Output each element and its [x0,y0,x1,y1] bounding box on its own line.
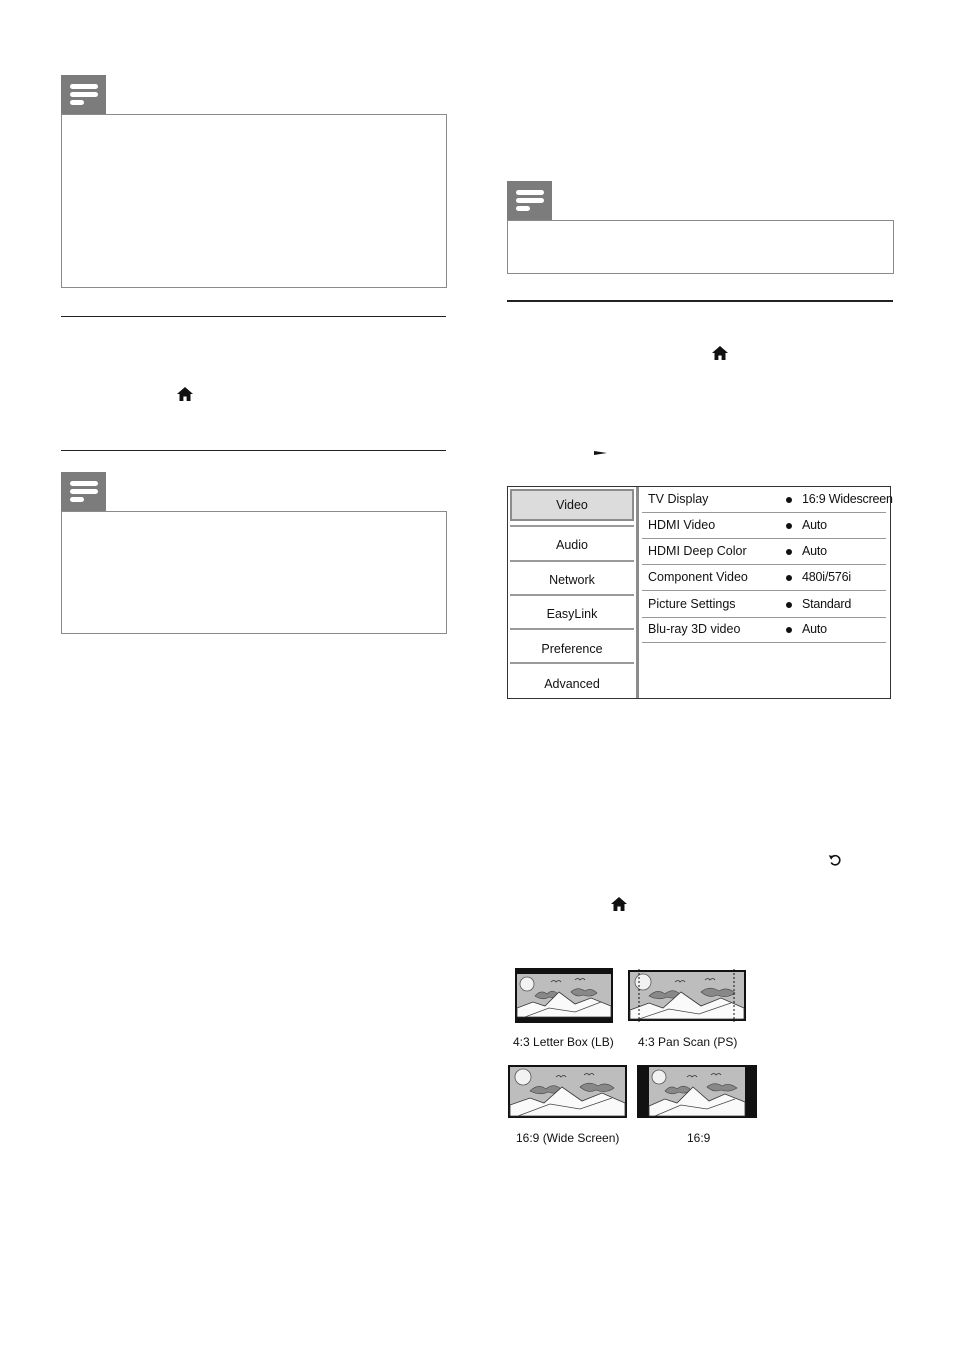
caption-letterbox: 4:3 Letter Box (LB) [513,1035,614,1049]
caption-16-9: 16:9 [687,1131,711,1145]
note-box-2 [61,511,447,634]
letterbox-illustration [515,968,613,1023]
tab-audio[interactable]: Audio [556,538,588,552]
bullet-icon [786,523,792,529]
home-icon [712,346,728,360]
setting-row-hdmi-deep-color[interactable] [642,540,886,564]
setting-label: TV Display [648,492,709,506]
note-icon [61,75,106,114]
back-icon [828,853,842,872]
tab-advanced[interactable]: Advanced [544,677,600,691]
tab-easylink[interactable]: EasyLink [546,607,598,621]
home-icon [611,897,627,911]
setting-row-picture-settings[interactable] [642,593,886,617]
note-box-1 [61,114,447,288]
section-divider [61,450,446,451]
setting-label: HDMI Deep Color [648,544,747,558]
home-icon [177,387,193,401]
setting-label: Component Video [648,570,748,584]
section-divider [507,300,893,302]
setting-row-tv-display[interactable] [642,488,893,512]
setting-value: 16:9 Widescreen [802,492,893,506]
pan-scan-illustration [627,968,747,1023]
note-icon [507,181,552,220]
play-icon [594,443,607,461]
setting-value: 480i/576i [802,570,851,584]
setting-row-hdmi-video[interactable] [642,514,886,538]
bullet-icon [786,497,792,503]
setting-value: Auto [802,518,827,532]
setting-row-bluray-3d[interactable] [642,618,886,642]
bullet-icon [786,602,792,608]
bullet-icon [786,549,792,555]
tab-video[interactable]: Video [510,489,634,521]
video-settings-menu [507,486,891,699]
setting-label: HDMI Video [648,518,716,532]
pillarbox-illustration [637,1065,757,1118]
bullet-icon [786,575,792,581]
tab-network[interactable]: Network [549,573,595,587]
note-icon [61,472,106,511]
caption-widescreen: 16:9 (Wide Screen) [516,1131,620,1145]
widescreen-illustration [508,1065,627,1118]
menu-tabs [508,487,636,698]
bullet-icon [786,627,792,633]
setting-row-component-video[interactable] [642,566,886,590]
section-divider [61,316,446,317]
setting-value: Standard [802,597,852,611]
caption-pan-scan: 4:3 Pan Scan (PS) [638,1035,738,1049]
note-box-3 [507,220,894,274]
tab-preference[interactable]: Preference [541,642,603,656]
setting-value: Auto [802,544,827,558]
setting-label: Picture Settings [648,597,736,611]
setting-value: Auto [802,622,827,636]
setting-label: Blu-ray 3D video [648,622,741,636]
